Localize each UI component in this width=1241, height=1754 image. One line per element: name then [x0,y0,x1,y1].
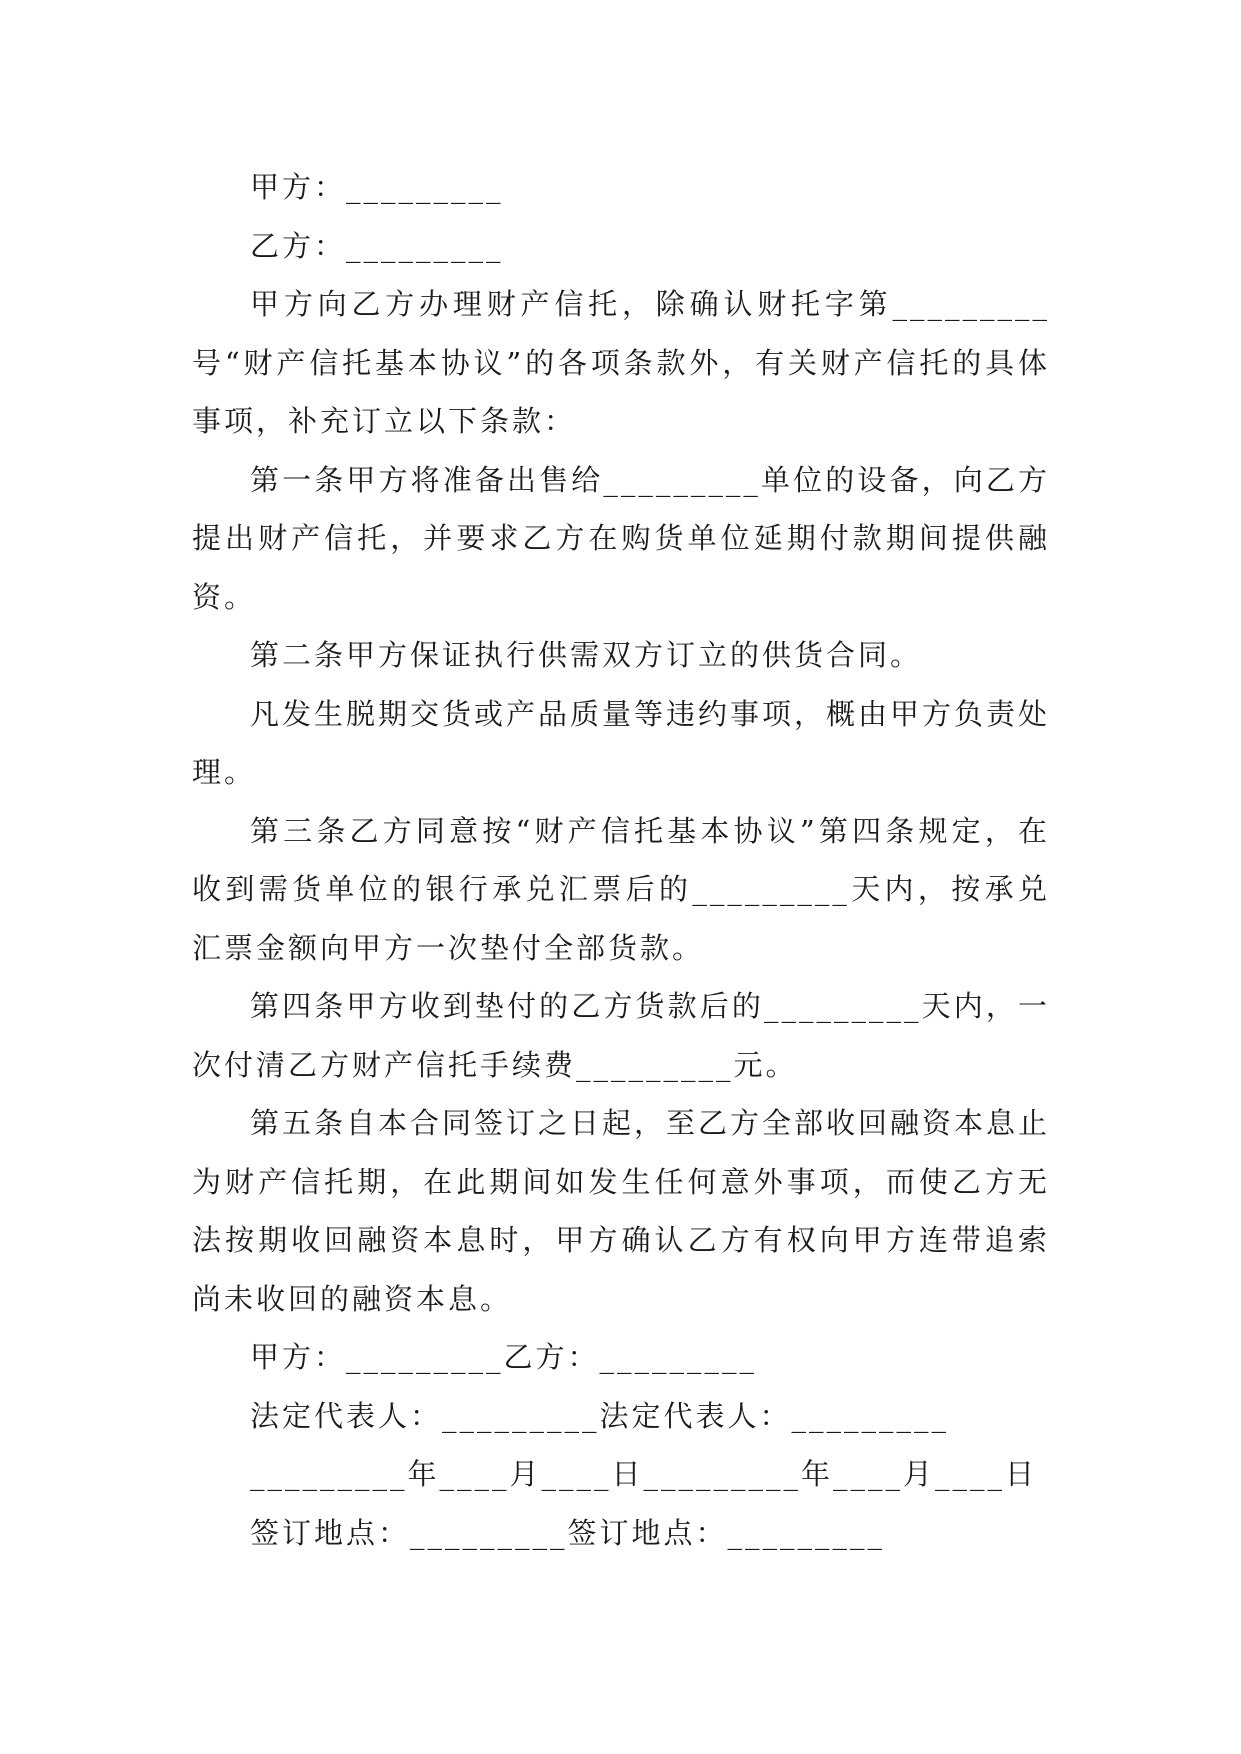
intro-paragraph: 甲方向乙方办理财产信托，除确认财托字第_________号“财产信托基本协议”的各项条款外，有关财产信托的具体事项，补充订立以下条款： [192,287,1050,438]
signature-dates: _________年____月____日_________年____月____日 [250,1457,1038,1491]
document-body [192,158,1050,1562]
article-2-continued: 凡发生脱期交货或产品质量等违约事项，概由甲方负责处理。 [192,696,1051,789]
article-4: 第四条甲方收到垫付的乙方货款后的_________天内，一次付清乙方财产信托手续费_________元。 [192,989,1050,1082]
party-b-line: 乙方：_________ [250,228,504,263]
party-a-line: 甲方：_________ [250,170,504,204]
signature-locations: 签订地点：_________签订地点：_________ [250,1515,886,1550]
signature-parties: 甲方：_________乙方：_________ [250,1340,758,1374]
article-3: 第三条乙方同意按“财产信托基本协议”第四条规定，在收到需货单位的银行承兑汇票后的_________天内，按承兑汇票金额向甲方一次垫付全部货款。 [192,813,1050,965]
article-5: 第五条自本合同签订之日起，至乙方全部收回融资本息止为财产信托期，在此期间如发生任何意外事项，而使乙方无法按期收回融资本息时，甲方确认乙方有权向甲方连带追索尚未收回的融资本息。 [192,1106,1051,1316]
signature-representatives: 法定代表人：_________法定代表人：_________ [250,1398,950,1433]
article-2: 第二条甲方保证执行供需双方订立的供货合同。 [250,638,923,672]
article-1: 第一条甲方将准备出售给_________单位的设备，向乙方提出财产信托，并要求乙方在购货单位延期付款期间提供融资。 [192,462,1050,614]
